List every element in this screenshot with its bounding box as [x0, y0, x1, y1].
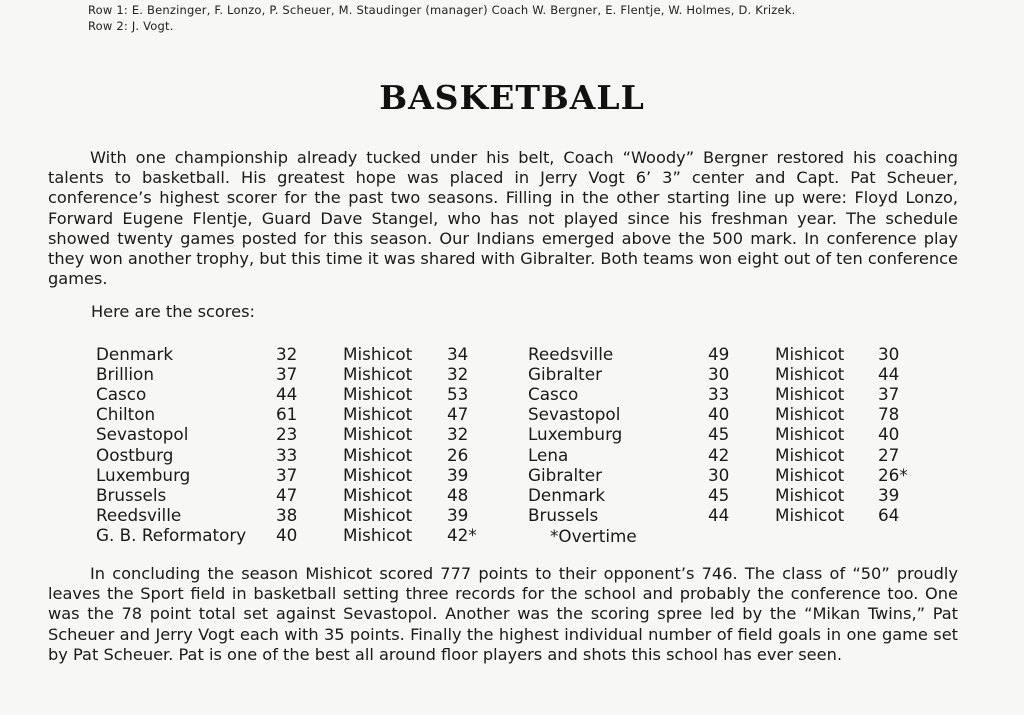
team-name: Mishicot	[775, 464, 845, 485]
team-score: 39	[447, 464, 469, 485]
opponent-name: Luxemburg	[96, 464, 191, 485]
team-name: Mishicot	[343, 344, 413, 364]
opponent-name: G. B. Reformatory	[96, 524, 247, 545]
team-score: 27	[878, 444, 900, 465]
page-title: BASKETBALL	[379, 78, 645, 117]
opponent-name: Gibralter	[528, 364, 602, 385]
caption-row-1: Row 1: E. Benzinger, F. Lonzo, P. Scheuer, M. Staudinger (manager) Coach W. Bergner, E. Flentje, W. Holmes, D. Krizek.	[88, 3, 796, 17]
opponent-score: 45	[708, 424, 730, 445]
team-name: Mishicot	[343, 524, 413, 545]
team-score: 48	[447, 484, 469, 505]
opponent-name: Sevastopol	[96, 424, 189, 445]
opponent-name: Lena	[528, 444, 569, 465]
team-name: Mishicot	[343, 384, 413, 405]
closing-paragraph: In concluding the season Mishicot scored 777 points to their opponent’s 746. The class of “50” proudly leaves the Sport field in basketball setting three records for the school and probably the conference too. One was the 78 point total set against Sevastopol. Another was the scoring spree led by the “Mikan Twins,” Pat Scheuer and Jerry Vogt each with 35 points. Finally the highest individual number of field goals in one game set by Pat Scheuer. Pat is one of the best all around floor players and shots this school has ever seen.	[48, 564, 958, 664]
team-name: Mishicot	[775, 444, 845, 465]
team-name: Mishicot	[343, 464, 413, 485]
team-score: 40	[878, 424, 900, 445]
team-score: 39	[878, 484, 900, 505]
opponent-name: Denmark	[528, 484, 606, 505]
opponent-score: 44	[708, 504, 730, 525]
team-score: 32	[447, 364, 469, 385]
opponent-name: Chilton	[96, 404, 156, 425]
team-name: Mishicot	[775, 364, 845, 385]
team-score: 53	[447, 384, 469, 405]
opponent-score: 40	[276, 524, 298, 545]
overtime-note: *Overtime	[550, 526, 637, 546]
opponent-name: Denmark	[96, 344, 174, 364]
team-score: 39	[447, 504, 469, 525]
opponent-name: Brillion	[96, 364, 154, 385]
opponent-score: 40	[708, 404, 730, 425]
caption-row-2: Row 2: J. Vogt.	[88, 19, 174, 33]
team-name: Mishicot	[343, 504, 413, 525]
team-name: Mishicot	[343, 364, 413, 385]
opponent-score: 49	[708, 344, 730, 364]
opponent-score: 37	[276, 464, 298, 485]
team-score: 78	[878, 404, 900, 425]
team-name: Mishicot	[343, 484, 413, 505]
team-score: 32	[447, 424, 469, 445]
opponent-score: 37	[276, 364, 298, 385]
team-score: 37	[878, 384, 900, 405]
opponent-score: 45	[708, 484, 730, 505]
team-score: 42*	[447, 524, 477, 545]
team-score: 30	[878, 344, 900, 364]
opponent-score: 30	[708, 464, 730, 485]
opponent-name: Luxemburg	[528, 424, 623, 445]
opponent-name: Reedsville	[528, 344, 614, 364]
opponent-score: 38	[276, 504, 298, 525]
opponent-score: 33	[276, 444, 298, 465]
opponent-name: Sevastopol	[528, 404, 621, 425]
opponent-score: 61	[276, 404, 298, 425]
opponent-score: 42	[708, 444, 730, 465]
opponent-score: 44	[276, 384, 298, 405]
scores-intro: Here are the scores:	[91, 302, 255, 321]
opponent-name: Gibralter	[528, 464, 602, 485]
opponent-name: Oostburg	[96, 444, 174, 465]
team-score: 34	[447, 344, 469, 364]
opponent-name: Reedsville	[96, 504, 182, 525]
team-name: Mishicot	[775, 424, 845, 445]
team-name: Mishicot	[343, 444, 413, 465]
team-name: Mishicot	[775, 344, 845, 364]
team-name: Mishicot	[343, 404, 413, 425]
opponent-name: Brussels	[528, 504, 599, 525]
opponent-name: Casco	[528, 384, 579, 405]
intro-paragraph: With one championship already tucked under his belt, Coach “Woody” Bergner restored his coaching talents to basketball. His greatest hope was placed in Jerry Vogt 6’ 3” center and Capt. Pat Scheuer, conference’s highest scorer for the past two seasons. Filling in the other starting line up were: Floyd Lonzo, Forward Eugene Flentje, Guard Dave Stangel, who has not played since his freshman year. The schedule showed twenty games posted for this season. Our Indians emerged above the 500 mark. In conference play they won another trophy, but this time it was shared with Gibralter. Both teams won eight out of ten conference games.	[48, 148, 958, 289]
team-score: 44	[878, 364, 900, 385]
opponent-score: 32	[276, 344, 298, 364]
team-name: Mishicot	[775, 384, 845, 405]
opponent-score: 47	[276, 484, 298, 505]
opponent-score: 30	[708, 364, 730, 385]
opponent-score: 33	[708, 384, 730, 405]
team-score: 47	[447, 404, 469, 425]
team-score: 26*	[878, 464, 908, 485]
team-name: Mishicot	[775, 484, 845, 505]
team-name: Mishicot	[343, 424, 413, 445]
opponent-name: Brussels	[96, 484, 167, 505]
team-score: 64	[878, 504, 900, 525]
photo-caption	[88, 2, 796, 34]
opponent-score: 23	[276, 424, 298, 445]
team-score: 26	[447, 444, 469, 465]
opponent-name: Casco	[96, 384, 147, 405]
team-name: Mishicot	[775, 504, 845, 525]
team-name: Mishicot	[775, 404, 845, 425]
